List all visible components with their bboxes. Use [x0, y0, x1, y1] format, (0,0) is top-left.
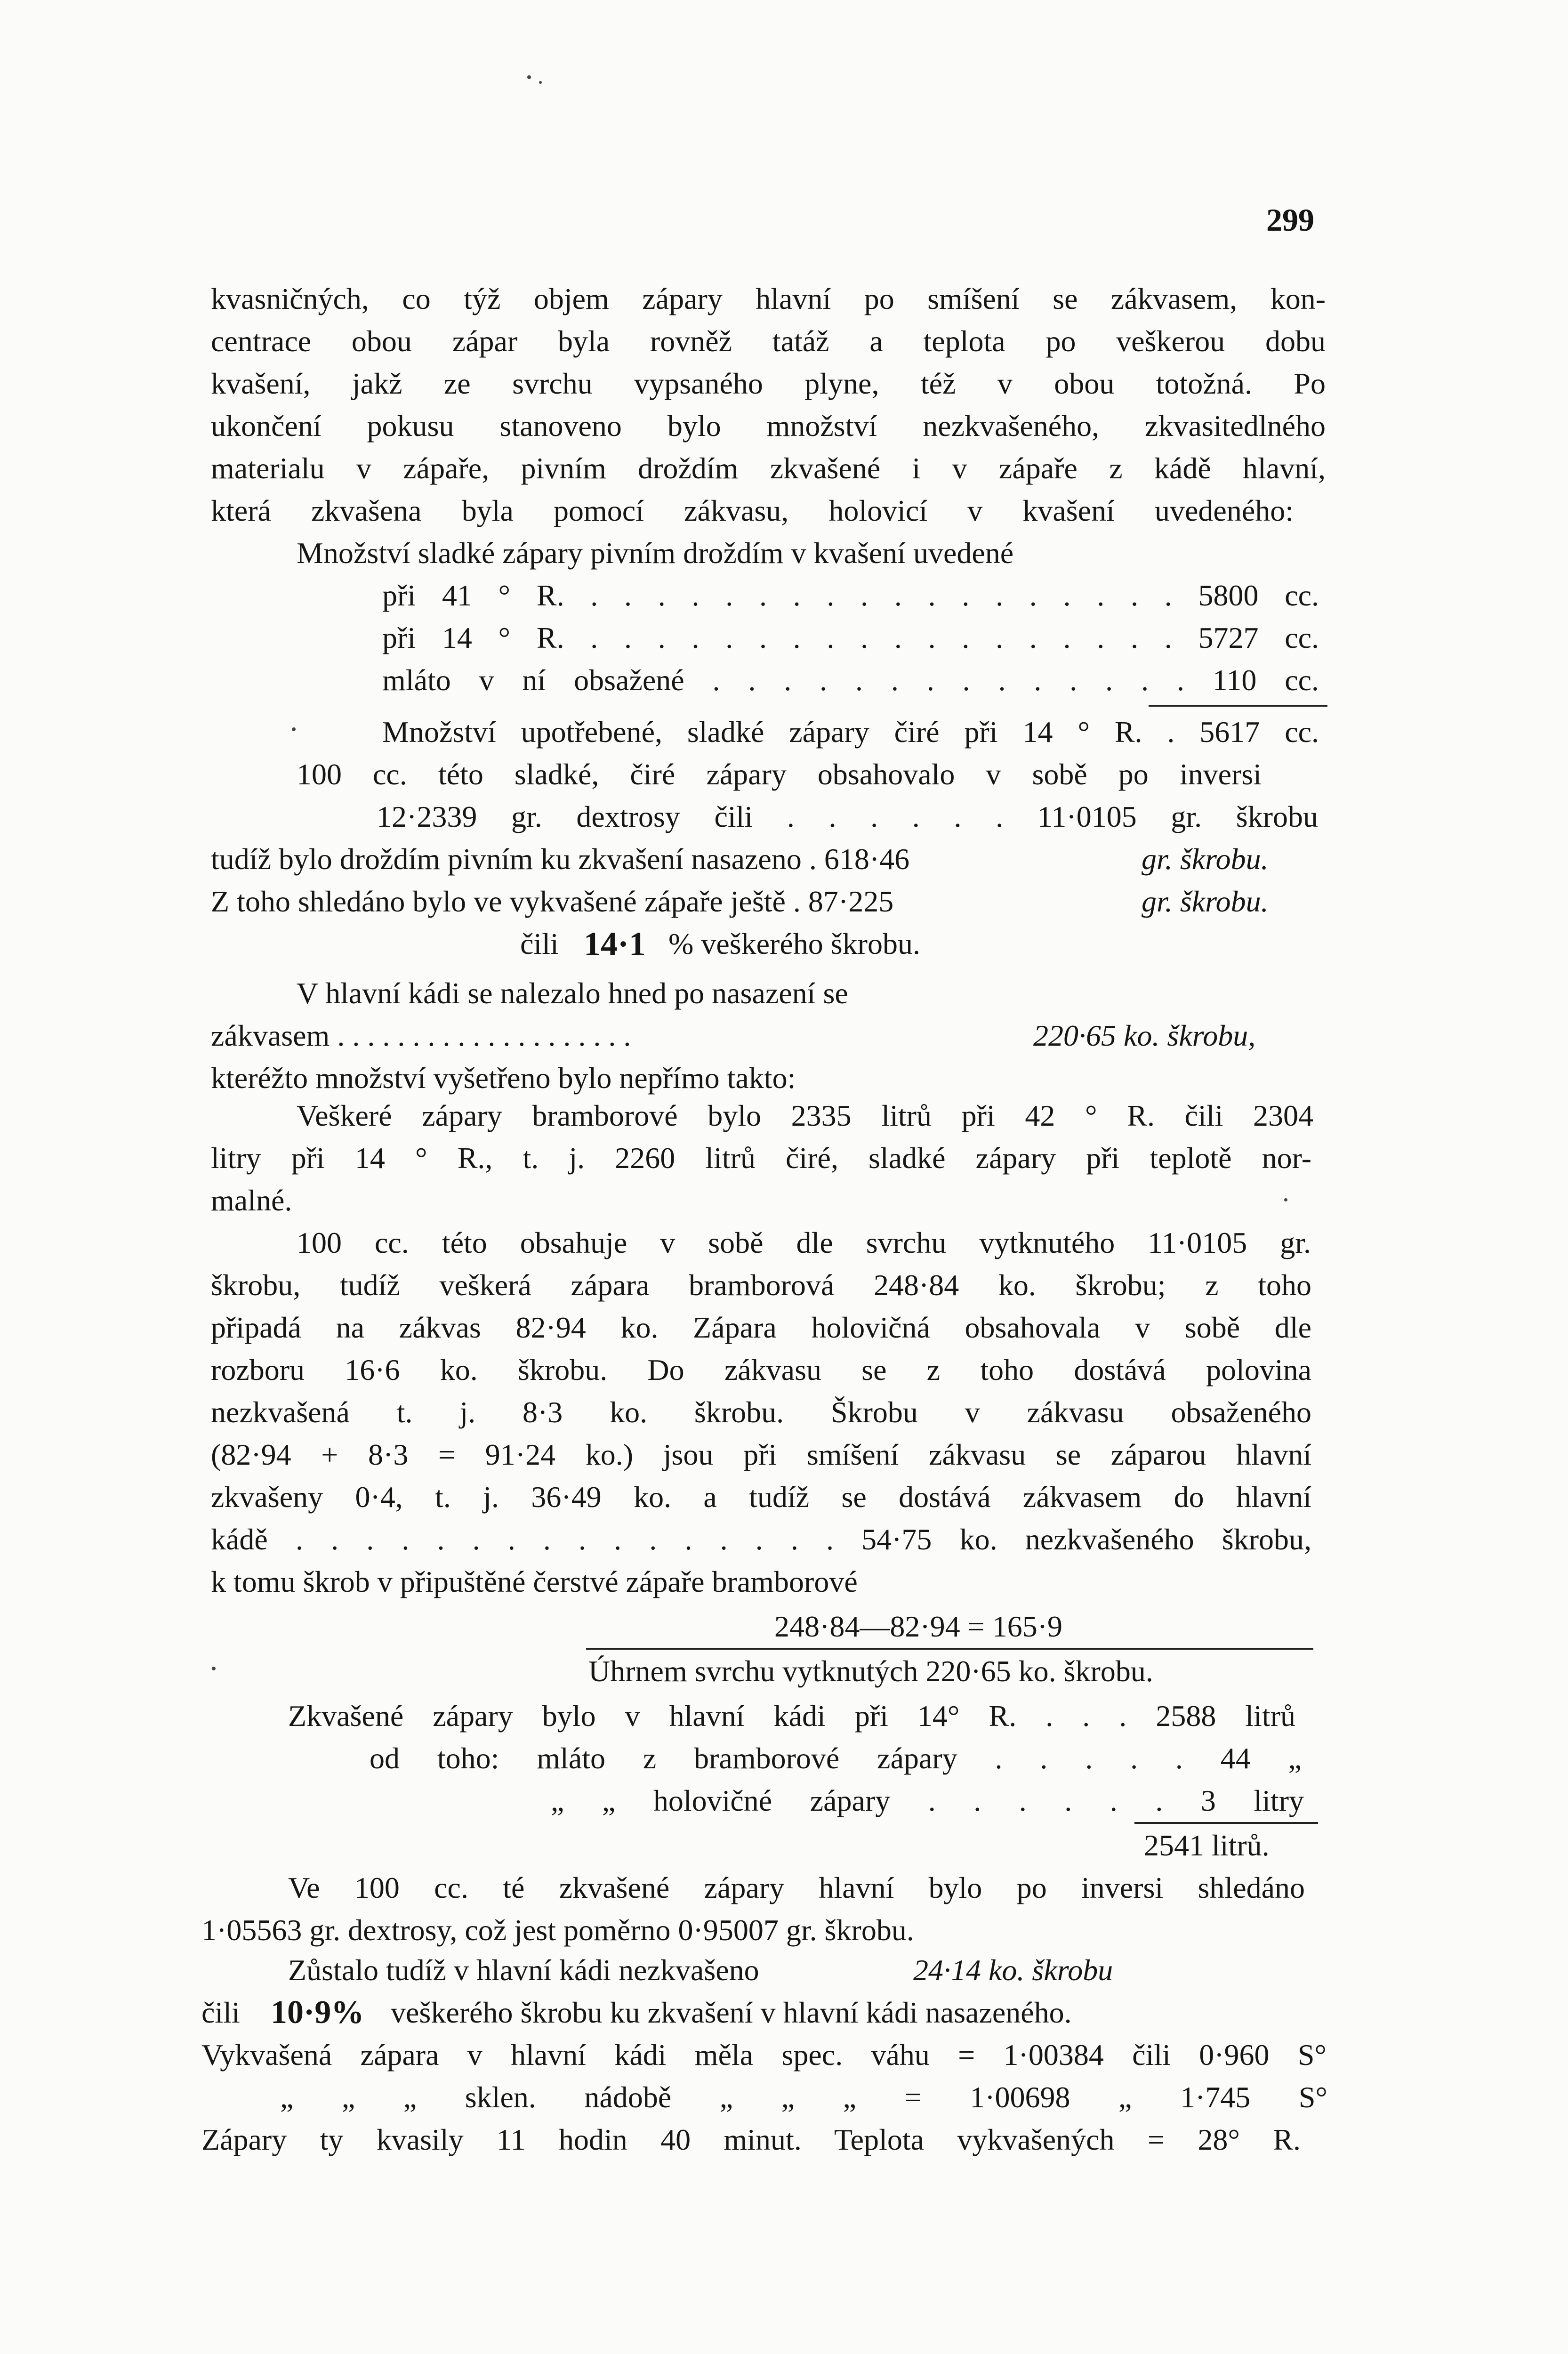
- text-line: [0, 1824, 1568, 1867]
- line-text: kvašení, jakž ze svrchu vypsaného plyne, též v obou totožná. Po: [211, 367, 1326, 400]
- line-text: Množství sladké zápary pivním droždím v kvašení uvedené: [297, 536, 1014, 570]
- text-line: [0, 1737, 1568, 1780]
- text-line: [0, 753, 1568, 796]
- line-text: 100 cc. této sladké, čiré zápary obsahovalo v sobě po inversi: [297, 758, 1262, 791]
- line-text: kteréžto množství vyšetřeno bylo nepřímo takto:: [211, 1061, 796, 1095]
- text-line: [0, 1391, 1568, 1434]
- line-text: připadá na zákvas 82·94 ko. Zápara holovičná obsahovala v sobě dle: [211, 1311, 1311, 1344]
- line-text: k tomu škrob v připuštěné čerstvé zápaře bramborové: [211, 1565, 858, 1598]
- line-text: při 14 ° R. . . . . . . . . . . . . . . . . . . 5727 cc.: [382, 621, 1319, 654]
- text-line: [0, 447, 1568, 490]
- line-text: Zkvašené zápary bylo v hlavní kádi při 14° R. . . . 2588 litrů: [288, 1699, 1295, 1733]
- scan-speck: [527, 75, 531, 79]
- scan-speck: [1284, 1198, 1287, 1201]
- line-text: od toho: mláto z bramborové zápary . . . . . 44 „: [370, 1741, 1302, 1775]
- text-line: [0, 1949, 1568, 1991]
- sum-rule: [1149, 705, 1327, 707]
- line-text: centrace obou zápar byla rovněž tatáž a teplota po veškerou dobu: [211, 324, 1326, 358]
- text-line: [0, 1306, 1568, 1349]
- unit-text: 24·14 ko. škrobu: [913, 1953, 1113, 1987]
- text-line: [0, 1605, 1568, 1648]
- text-line: [0, 1561, 1568, 1603]
- scan-speck: [539, 81, 542, 84]
- line-text: 248·84—82·94 = 165·9: [774, 1610, 1063, 1643]
- percent-value: 10·9%: [271, 1994, 364, 2031]
- text-line: [0, 574, 1568, 617]
- scan-speck: [292, 727, 296, 731]
- line-text: 2541 litrů.: [1144, 1829, 1270, 1862]
- line-text: která zkvašena byla pomocí zákvasu, holovicí v kvašení uvedeného:: [211, 494, 1294, 527]
- line-text: škrobu, tudíž veškerá zápara bramborová 248·84 ko. škrobu; z toho: [211, 1268, 1311, 1302]
- text-line: [0, 278, 1568, 320]
- text-line: [0, 1991, 1568, 2034]
- sum-rule: [1134, 1822, 1318, 1824]
- line-text: V hlavní kádi se nalezalo hned po nasazení se: [297, 976, 848, 1010]
- unit-text: gr. škrobu.: [1142, 885, 1269, 918]
- line-text: % veškerého škrobu.: [668, 927, 920, 960]
- line-text: kádě . . . . . . . . . . . . . . . . 54·75 ko. nezkvašeného škrobu,: [211, 1523, 1311, 1556]
- line-text: 100 cc. této obsahuje v sobě dle svrchu vytknutého 11·0105 gr.: [297, 1226, 1311, 1259]
- unit-text: 220·65 ko. škrobu,: [1033, 1019, 1256, 1052]
- line-text: Množství upotřebené, sladké zápary čiré při 14 ° R. . 5617 cc.: [382, 715, 1319, 749]
- sum-rule: [586, 1648, 1313, 1650]
- line-text: zákvasem . . . . . . . . . . . . . . . . . . . .: [211, 1019, 631, 1052]
- line-text: čili: [520, 927, 559, 960]
- text-line: [0, 1222, 1568, 1264]
- line-text: Veškeré zápary bramborové bylo 2335 litrů při 42 ° R. čili 2304: [297, 1099, 1313, 1132]
- text-line: [0, 2076, 1568, 2119]
- page-number: 299: [1266, 202, 1314, 238]
- text-line: [0, 1264, 1568, 1306]
- unit-text: gr. škrobu.: [1142, 842, 1269, 876]
- text-line: [0, 617, 1568, 659]
- line-text: „ „ „ sklen. nádobě „ „ „ = 1·00698 „ 1·745 S°: [280, 2080, 1327, 2114]
- text-line: [0, 2119, 1568, 2161]
- line-text: Vykvašená zápara v hlavní kádi měla spec. váhu = 1·00384 čili 0·960 S°: [201, 2038, 1327, 2072]
- text-line: [0, 923, 1568, 965]
- text-line: [0, 363, 1568, 405]
- line-text: litry při 14 ° R., t. j. 2260 litrů čiré, sladké zápary při teplotě nor-: [211, 1141, 1311, 1175]
- line-text: „ „ holovičné zápary . . . . . . 3 litry: [551, 1784, 1304, 1817]
- text-line: [0, 838, 1568, 880]
- text-line: [0, 1095, 1568, 1137]
- text-line: [0, 1867, 1568, 1909]
- text-line: [0, 1650, 1568, 1693]
- text-line: [0, 532, 1568, 574]
- line-text: Úhrnem svrchu vytknutých 220·65 ko. škrobu.: [588, 1654, 1153, 1688]
- text-line: [0, 1434, 1568, 1476]
- line-text: 1·05563 gr. dextrosy, což jest poměrno 0·95007 gr. škrobu.: [201, 1913, 914, 1947]
- line-text: tudíž bylo droždím pivním ku zkvašení nasazeno . 618·46: [211, 842, 910, 876]
- line-text: rozboru 16·6 ko. škrobu. Do zákvasu se z toho dostává polovina: [211, 1353, 1311, 1387]
- line-text: malné.: [211, 1184, 292, 1217]
- line-text: 12·2339 gr. dextrosy čili . . . . . . 11·0105 gr. škrobu: [377, 800, 1318, 833]
- text-line: [0, 1015, 1568, 1057]
- text-line: [0, 711, 1568, 753]
- line-text: veškerého škrobu ku zkvašení v hlavní kádi nasazeného.: [391, 1996, 1072, 2029]
- text-line: [0, 1909, 1568, 1951]
- text-line: [0, 796, 1568, 838]
- text-line: [0, 880, 1568, 923]
- text-line: [0, 2034, 1568, 2076]
- line-text: kvasničných, co týž objem zápary hlavní po smíšení se zákvasem, kon-: [211, 282, 1326, 315]
- line-text: Z toho shledáno bylo ve vykvašené zápaře ještě . 87·225: [211, 885, 894, 918]
- text-line: [0, 1179, 1568, 1222]
- text-line: [0, 659, 1568, 701]
- line-text: ukončení pokusu stanoveno bylo množství nezkvašeného, zkvasitedlného: [211, 409, 1326, 443]
- line-text: materialu v zápaře, pivním droždím zkvašené i v zápaře z kádě hlavní,: [211, 451, 1326, 485]
- line-text: čili: [201, 1996, 240, 2029]
- text-line: [0, 1476, 1568, 1518]
- line-text: Ve 100 cc. té zkvašené zápary hlavní bylo po inversi shledáno: [288, 1871, 1305, 1904]
- text-line: [0, 490, 1568, 532]
- line-text: mláto v ní obsažené . . . . . . . . . . . . . . 110 cc.: [382, 663, 1319, 697]
- line-text: nezkvašená t. j. 8·3 ko. škrobu. Škrobu v zákvasu obsaženého: [211, 1395, 1311, 1429]
- line-text: Zůstalo tudíž v hlavní kádi nezkvašeno: [288, 1953, 759, 1987]
- text-line: [0, 1780, 1568, 1822]
- text-line: [0, 1137, 1568, 1179]
- line-text: při 41 ° R. . . . . . . . . . . . . . . . . . . 5800 cc.: [382, 579, 1319, 612]
- text-line: [0, 1695, 1568, 1737]
- line-text: zkvašeny 0·4, t. j. 36·49 ko. a tudíž se dostává zákvasem do hlavní: [211, 1480, 1311, 1514]
- line-text: (82·94 + 8·3 = 91·24 ko.) jsou při smíšení zákvasu se záparou hlavní: [211, 1438, 1311, 1471]
- text-line: [0, 1057, 1568, 1099]
- text-line: [0, 320, 1568, 363]
- text-line: [0, 1349, 1568, 1391]
- text-line: [0, 1518, 1568, 1561]
- percent-value: 14·1: [584, 925, 646, 963]
- text-line: [0, 972, 1568, 1015]
- line-text: Zápary ty kvasily 11 hodin 40 minut. Teplota vykvašených = 28° R.: [201, 2123, 1301, 2156]
- text-line: [0, 405, 1568, 447]
- scan-speck: [212, 1667, 216, 1670]
